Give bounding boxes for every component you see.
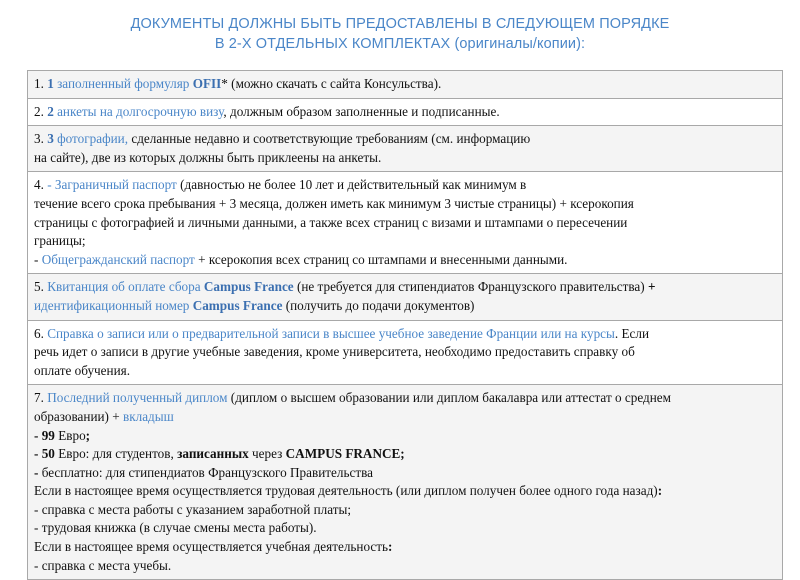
item-link[interactable]: анкеты на долгосрочную визу — [57, 103, 224, 119]
row-text: - справка с места работы с указанием заработной платы; — [34, 501, 352, 517]
fee-bold: записанных — [177, 446, 249, 462]
row-text: сделанные недавно и соответствующие требованиям (см. информацию — [128, 131, 531, 147]
row-number: 6. — [34, 325, 44, 341]
title-line-2: В 2-Х ОТДЕЛЬНЫХ КОМПЛЕКТАХ (оригиналы/копии): — [214, 36, 586, 52]
campus-france-label: Campus France — [192, 297, 283, 313]
row-text: + ксерокопия всех страниц со штампами и внесенными данными. — [194, 251, 568, 267]
row-text: (давностью не более 10 лет и действительный как минимум в — [176, 177, 527, 193]
row-number: 5. — [34, 279, 44, 295]
campus-france-label: CAMPUS FRANCE; — [285, 446, 405, 462]
fee-amount: - 50 — [34, 446, 55, 462]
ofii-label: OFII — [192, 76, 222, 91]
dash: - — [34, 251, 42, 267]
documents-table — [27, 70, 783, 580]
fee-amount: - — [34, 464, 39, 480]
row-text: страницы с фотографией и личными данными, а также всех страниц с визами и штампами о пересечении — [34, 214, 628, 230]
table-row — [28, 71, 783, 99]
row-text: (диплом о высшем образовании или диплом бакалавра или аттестат о среднем — [227, 390, 671, 406]
passport-link[interactable]: Заграничный паспорт — [54, 177, 177, 193]
table-row — [28, 126, 783, 172]
internal-passport-link[interactable]: Общегражданский паспорт — [41, 251, 195, 267]
row-1-cell — [28, 71, 783, 99]
receipt-link[interactable]: Квитанция об оплате сбора — [47, 279, 201, 295]
row-text: речь идет о записи в другие учебные заведения, кроме университета, необходимо предоставить справку об — [34, 344, 635, 360]
diploma-link[interactable]: Последний полученный диплом — [47, 390, 228, 406]
count: 3 — [47, 131, 54, 147]
row-3-cell — [28, 126, 783, 172]
row-number: 1. — [34, 76, 44, 91]
fee-amount: - 99 — [34, 427, 55, 443]
row-6-cell — [28, 320, 783, 385]
supplement-link[interactable]: вкладыш — [122, 408, 174, 424]
colon: : — [657, 483, 663, 499]
row-text: - справка с места учебы. — [34, 557, 172, 573]
row-text: (не требуется для стипендиатов Французского правительства) — [293, 279, 648, 295]
row-5-cell — [28, 274, 783, 320]
table-row — [28, 172, 783, 274]
table-row — [28, 274, 783, 320]
count: 1 — [47, 76, 54, 91]
row-number: 4. — [34, 177, 44, 193]
table-row — [28, 385, 783, 580]
title-line-1: ДОКУМЕНТЫ ДОЛЖНЫ БЫТЬ ПРЕДОСТАВЛЕНЫ В СЛЕДУЮЩЕМ ПОРЯДКЕ — [130, 16, 670, 32]
row-text: . Если — [614, 325, 650, 341]
item-link[interactable]: фотографии, — [57, 131, 129, 147]
row-text: Если в настоящее время осуществляется трудовая деятельность (или диплом получен более одного года назад) — [34, 483, 658, 499]
row-7-cell — [28, 385, 783, 580]
row-number: 2. — [34, 103, 44, 119]
row-text: * (можно скачать с сайта Консульства). — [221, 76, 442, 91]
count: 2 — [47, 103, 54, 119]
fee-text: Евро — [54, 427, 86, 443]
fee-text: Евро: для студентов, — [54, 446, 178, 462]
row-text: оплате обучения. — [34, 362, 131, 378]
dash: - — [43, 177, 55, 193]
row-text: (получить до подачи документов) — [282, 297, 475, 313]
item-link[interactable]: заполненный формуляр — [57, 76, 190, 91]
row-number: 3. — [34, 131, 44, 147]
page-title — [0, 14, 800, 54]
row-text: - трудовая книжка (в случае смены места работы). — [34, 520, 317, 536]
id-number-link[interactable]: идентификационный номер — [34, 297, 190, 313]
campus-france-label: Campus France — [203, 279, 294, 295]
row-text: Если в настоящее время осуществляется учебная деятельность — [34, 539, 389, 555]
row-text: течение всего срока пребывания + 3 месяца, должен иметь как минимум 3 чистые страницы) + ксерокопия — [34, 195, 634, 211]
fee-text: через — [248, 446, 286, 462]
row-4-cell — [28, 172, 783, 274]
row-text: границы; — [34, 233, 86, 249]
enrollment-link[interactable]: Справка о записи или о предварительной записи в высшее учебное заведение Франции или на курсы — [47, 325, 615, 341]
table-row — [28, 98, 783, 126]
fee-end: ; — [85, 427, 91, 443]
colon: : — [388, 539, 393, 555]
row-number: 7. — [34, 390, 44, 406]
plus-sign: + — [647, 279, 656, 295]
table-row — [28, 320, 783, 385]
row-text: образовании) + — [34, 408, 123, 424]
row-text: на сайте), две из которых должны быть приклеены на анкеты. — [34, 149, 382, 165]
row-text: , должным образом заполненные и подписанные. — [223, 103, 500, 119]
row-2-cell — [28, 98, 783, 126]
fee-text: бесплатно: для стипендиатов Французского Правительства — [38, 464, 374, 480]
